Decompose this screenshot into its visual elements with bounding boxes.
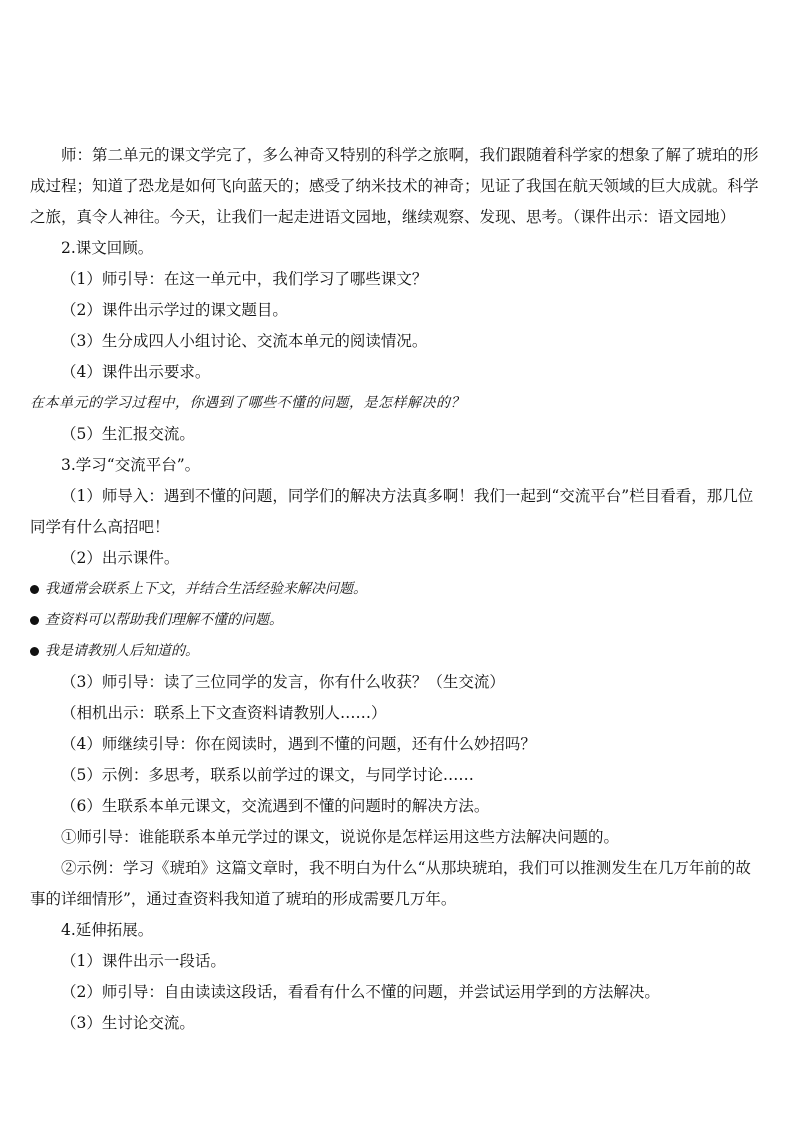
bullet-text: 我是请教别人后知道的。 [45,643,199,659]
extension-step-3: （3）生讨论交流。 [61,1014,195,1032]
bullet-item [30,574,765,605]
exchange-step-4: （4）师继续引导：你在阅读时，遇到不懂的问题，还有什么妙招吗？ [61,735,536,753]
bullet-item [30,605,765,636]
exchange-step-5: （5）示例：多思考，联系以前学过的课文，与同学讨论…… [61,766,474,784]
exchange-note: （相机出示：联系上下文查资料请教别人……） [61,704,387,722]
bullet-item [30,636,765,667]
exchange-step-6: （6）生联系本单元课文，交流遇到不懂的问题时的解决方法。 [61,797,490,815]
exchange-step-6a: ①师引导：谁能联系本单元学过的课文，说说你是怎样运用这些方法解决问题的。 [61,828,620,846]
section-heading-review: 2.课文回顾。 [61,239,154,257]
review-step-2: （2）课件出示学过的课文题目。 [61,301,288,319]
exchange-step-2: （2）出示课件。 [61,549,180,567]
exchange-step-3: （3）师引导：读了三位同学的发言，你有什么收获？（生交流） [61,673,505,691]
review-step-1: （1）师引导：在这一单元中，我们学习了哪些课文？ [61,270,428,288]
section-heading-extension: 4.延伸拓展。 [61,921,154,939]
bullet-dot-icon [30,585,39,594]
intro-paragraph: 师：第二单元的课文学完了，多么神奇又特别的科学之旅啊，我们跟随着科学家的想象了解了琥珀的形成过程；知道了恐龙是如何飞向蓝天的；感受了纳米技术的神奇；见证了我国在航天领域的巨大成就。科学之旅，真令人神往。今天，让我们一起走进语文园地，继续观察、发现、思考。（课件出示：语文园地） [30,146,759,226]
bullet-text: 我通常会联系上下文，并结合生活经验来解决问题。 [45,581,367,597]
bullet-text: 查资料可以帮助我们理解不懂的问题。 [45,612,283,628]
bullet-dot-icon [30,616,39,625]
extension-step-2: （2）师引导：自由读读这段话，看看有什么不懂的问题，并尝试运用学到的方法解决。 [61,983,660,1001]
bullet-dot-icon [30,647,39,656]
exchange-step-6b: ②示例：学习《琥珀》这篇文章时，我不明白为什么“从那块琥珀，我们可以推测发生在几万年前的故事的详细情形”，通过查资料我知道了琥珀的形成需要几万年。 [30,859,751,908]
section-heading-exchange: 3.学习“交流平台”。 [61,456,201,474]
review-step-3: （3）生分成四人小组讨论、交流本单元的阅读情况。 [61,332,428,350]
document-body [30,140,765,1039]
extension-step-1: （1）课件出示一段话。 [61,952,226,970]
review-step-5: （5）生汇报交流。 [61,425,195,443]
review-question: 在本单元的学习过程中，你遇到了哪些不懂的问题，是怎样解决的？ [30,395,465,411]
review-step-4: （4）课件出示要求。 [61,363,211,381]
exchange-step-1: （1）师导入：遇到不懂的问题，同学们的解决方法真多啊！我们一起到“交流平台”栏目看看，那几位同学有什么高招吧！ [30,487,754,536]
